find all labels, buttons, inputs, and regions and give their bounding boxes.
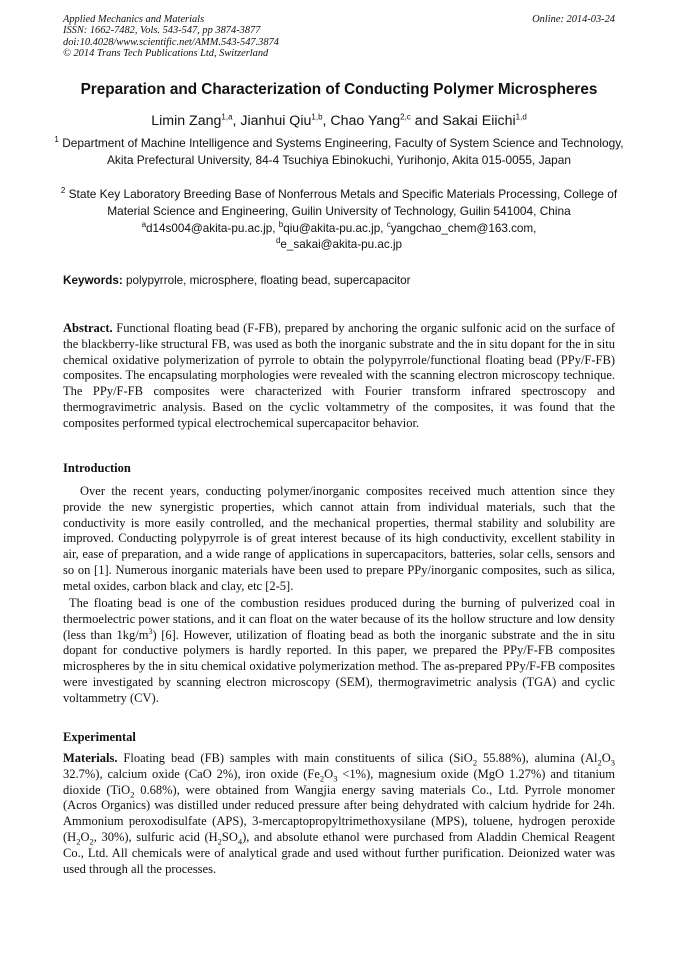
doi-line: doi:10.4028/www.scientific.net/AMM.543-547.3874 xyxy=(63,36,279,48)
affiliation-1: $^1$ Department of Machine Intelligence and Systems Engineering, Faculty of System Science and Technology, Akita Prefectural University, 84-4 Tsuchiya Ebinokuchi, Yurihonjo, Akita 015-0055, Japan xyxy=(54,135,624,167)
email-link[interactable]: e_sakai@akita-pu.ac.jp xyxy=(280,238,403,251)
keywords xyxy=(63,274,615,287)
abstract-text: Functional floating bead (F-FB), prepared by anchoring the organic sulfonic acid on the surface of the blackberry-like structural FB, was used as both the inorganic substrate and the in situ dopant for the in situ chemical oxidative polymerization of pyrrole to obtain the polypyrrole/functional floating bead (PPy/F-FB) composites. The encapsulating morphologies were revealed with the scanning electron microscopy technique. The PPy/F-FB composites were characterized with Fourier transform infrared spectroscopy and thermogravimetric analysis. Based on the cyclic voltammetry of the composites, it was found that the composites performed typical electrochemical supercapacitor behavior. xyxy=(63,321,616,430)
abstract-label: Abstract. xyxy=(63,321,113,335)
experimental-heading: Experimental xyxy=(63,730,136,744)
author: Chao Yang$^{2,c}$ and xyxy=(330,112,443,129)
intro-paragraph-2: The floating bead is one of the combustion residues produced during the burning of pulverized coal in thermoelectric power stations, and it can float on the water because of its the hollow structure and low density (less than $1kg/m^3$) [6]. However, utilization of floating bead as both the inorganic substrate and the in situ dopant for conductive polymers is hardly reported. In this paper, we prepared the PPy/F-FB composites microspheres by the in situ chemical oxidative polymerization method. The as-prepared PPy/F-FB composites were investigated by scanning electron microscopy (SEM), thermogravimetric analysis (TGA) and cyclic voltammetry (CV). xyxy=(63,596,615,705)
author: Limin Zang$^{1,a}$, xyxy=(151,112,241,129)
materials-paragraph xyxy=(63,751,615,877)
keywords-text: polypyrrole, microsphere, floating bead, supercapacitor xyxy=(126,274,411,287)
paper-title: Preparation and Characterization of Conducting Polymer Microspheres xyxy=(80,81,598,98)
online-date: Online: 2014-03-24 xyxy=(532,14,615,25)
email-link[interactable]: qiu@akita-pu.ac.jp xyxy=(283,222,381,235)
introduction-heading: Introduction xyxy=(63,461,131,475)
author: Sakai Eiichi$^{1,d}$ xyxy=(442,112,527,129)
materials-text: Floating bead (FB) samples with main constituents of silica (SiO$_2$ 55.88%), alumina ($Al_2O_3$ 32.7%), calcium oxide (CaO 2%), iron oxide $(Fe_2O_3 <1\%)$, magnesium oxide (MgO 1.27%) and titanium dioxide (TiO$_2$ 0.68%), were obtained from Wangjia energy saving materials Co., Ltd. Pyrrole monomer (Acros Organics) was distilled under reduced pressure after being dehydrated with calcium hydride for 24h. Ammonium peroxodisulfate (APS), 3-mercaptopropyltrimethoxysilane (MPS), toluene, hydrogen peroxide ($H_2O_2$, 30%), sulfuric acid $(H_2SO_4)$, and absolute ethanol were purchased from Aladdin Chemical Reagent Co., Ltd. All chemicals were of analytical grade and used without further purification. Deionized water was used through all the processes. xyxy=(63,751,615,876)
email-link[interactable]: d14s004@akita-pu.ac.jp xyxy=(146,222,273,235)
affiliation-2: $^2$ State Key Laboratory Breeding Base of Nonferrous Metals and Specific Materials Processing, College of Material Science and Engineering, Guilin University of Technology, Guilin 541004, China xyxy=(60,186,618,218)
email-list: $^a$d14s004@akita-pu.ac.jp, $^b$qiu@akita-pu.ac.jp, $^c$yangchao_chem@163.com, $^d$e_sakai@akita-pu.ac.jp xyxy=(141,220,537,251)
materials-label: Materials. xyxy=(63,751,118,765)
author-list xyxy=(0,113,678,129)
email-link[interactable]: yangchao_chem@163.com xyxy=(390,222,534,235)
intro-paragraph-1: Over the recent years, conducting polymer/inorganic composites received much attention since they provide the new synergistic properties, which cannot attain from individual materials, such that the conductivity is more easily controlled, and the mechanical properties, thermal stability and solubility are improved. Conducting polypyrrole is of great interest because of its high conductivity, excellent stability in air, ease of preparation, and a wide range of applications in supercapacitors, batteries, solar cells, sensors and so on [1]. Numerous inorganic materials have been used to prepare PPy/inorganic composites, such as silica, metal oxides, carbon black and clay, etc [2-5]. xyxy=(63,484,615,593)
abstract xyxy=(63,321,615,432)
journal-name: Applied Mechanics and Materials xyxy=(63,14,205,25)
issn-line: ISSN: 1662-7482, Vols. 543-547, pp 3874-3877 xyxy=(63,25,261,37)
keywords-label: Keywords: xyxy=(63,274,123,287)
journal-header xyxy=(63,14,279,60)
author: Jianhui Qiu$^{1,b}$, xyxy=(240,112,331,129)
copyright-line: © 2014 Trans Tech Publications Ltd, Switzerland xyxy=(63,48,269,60)
